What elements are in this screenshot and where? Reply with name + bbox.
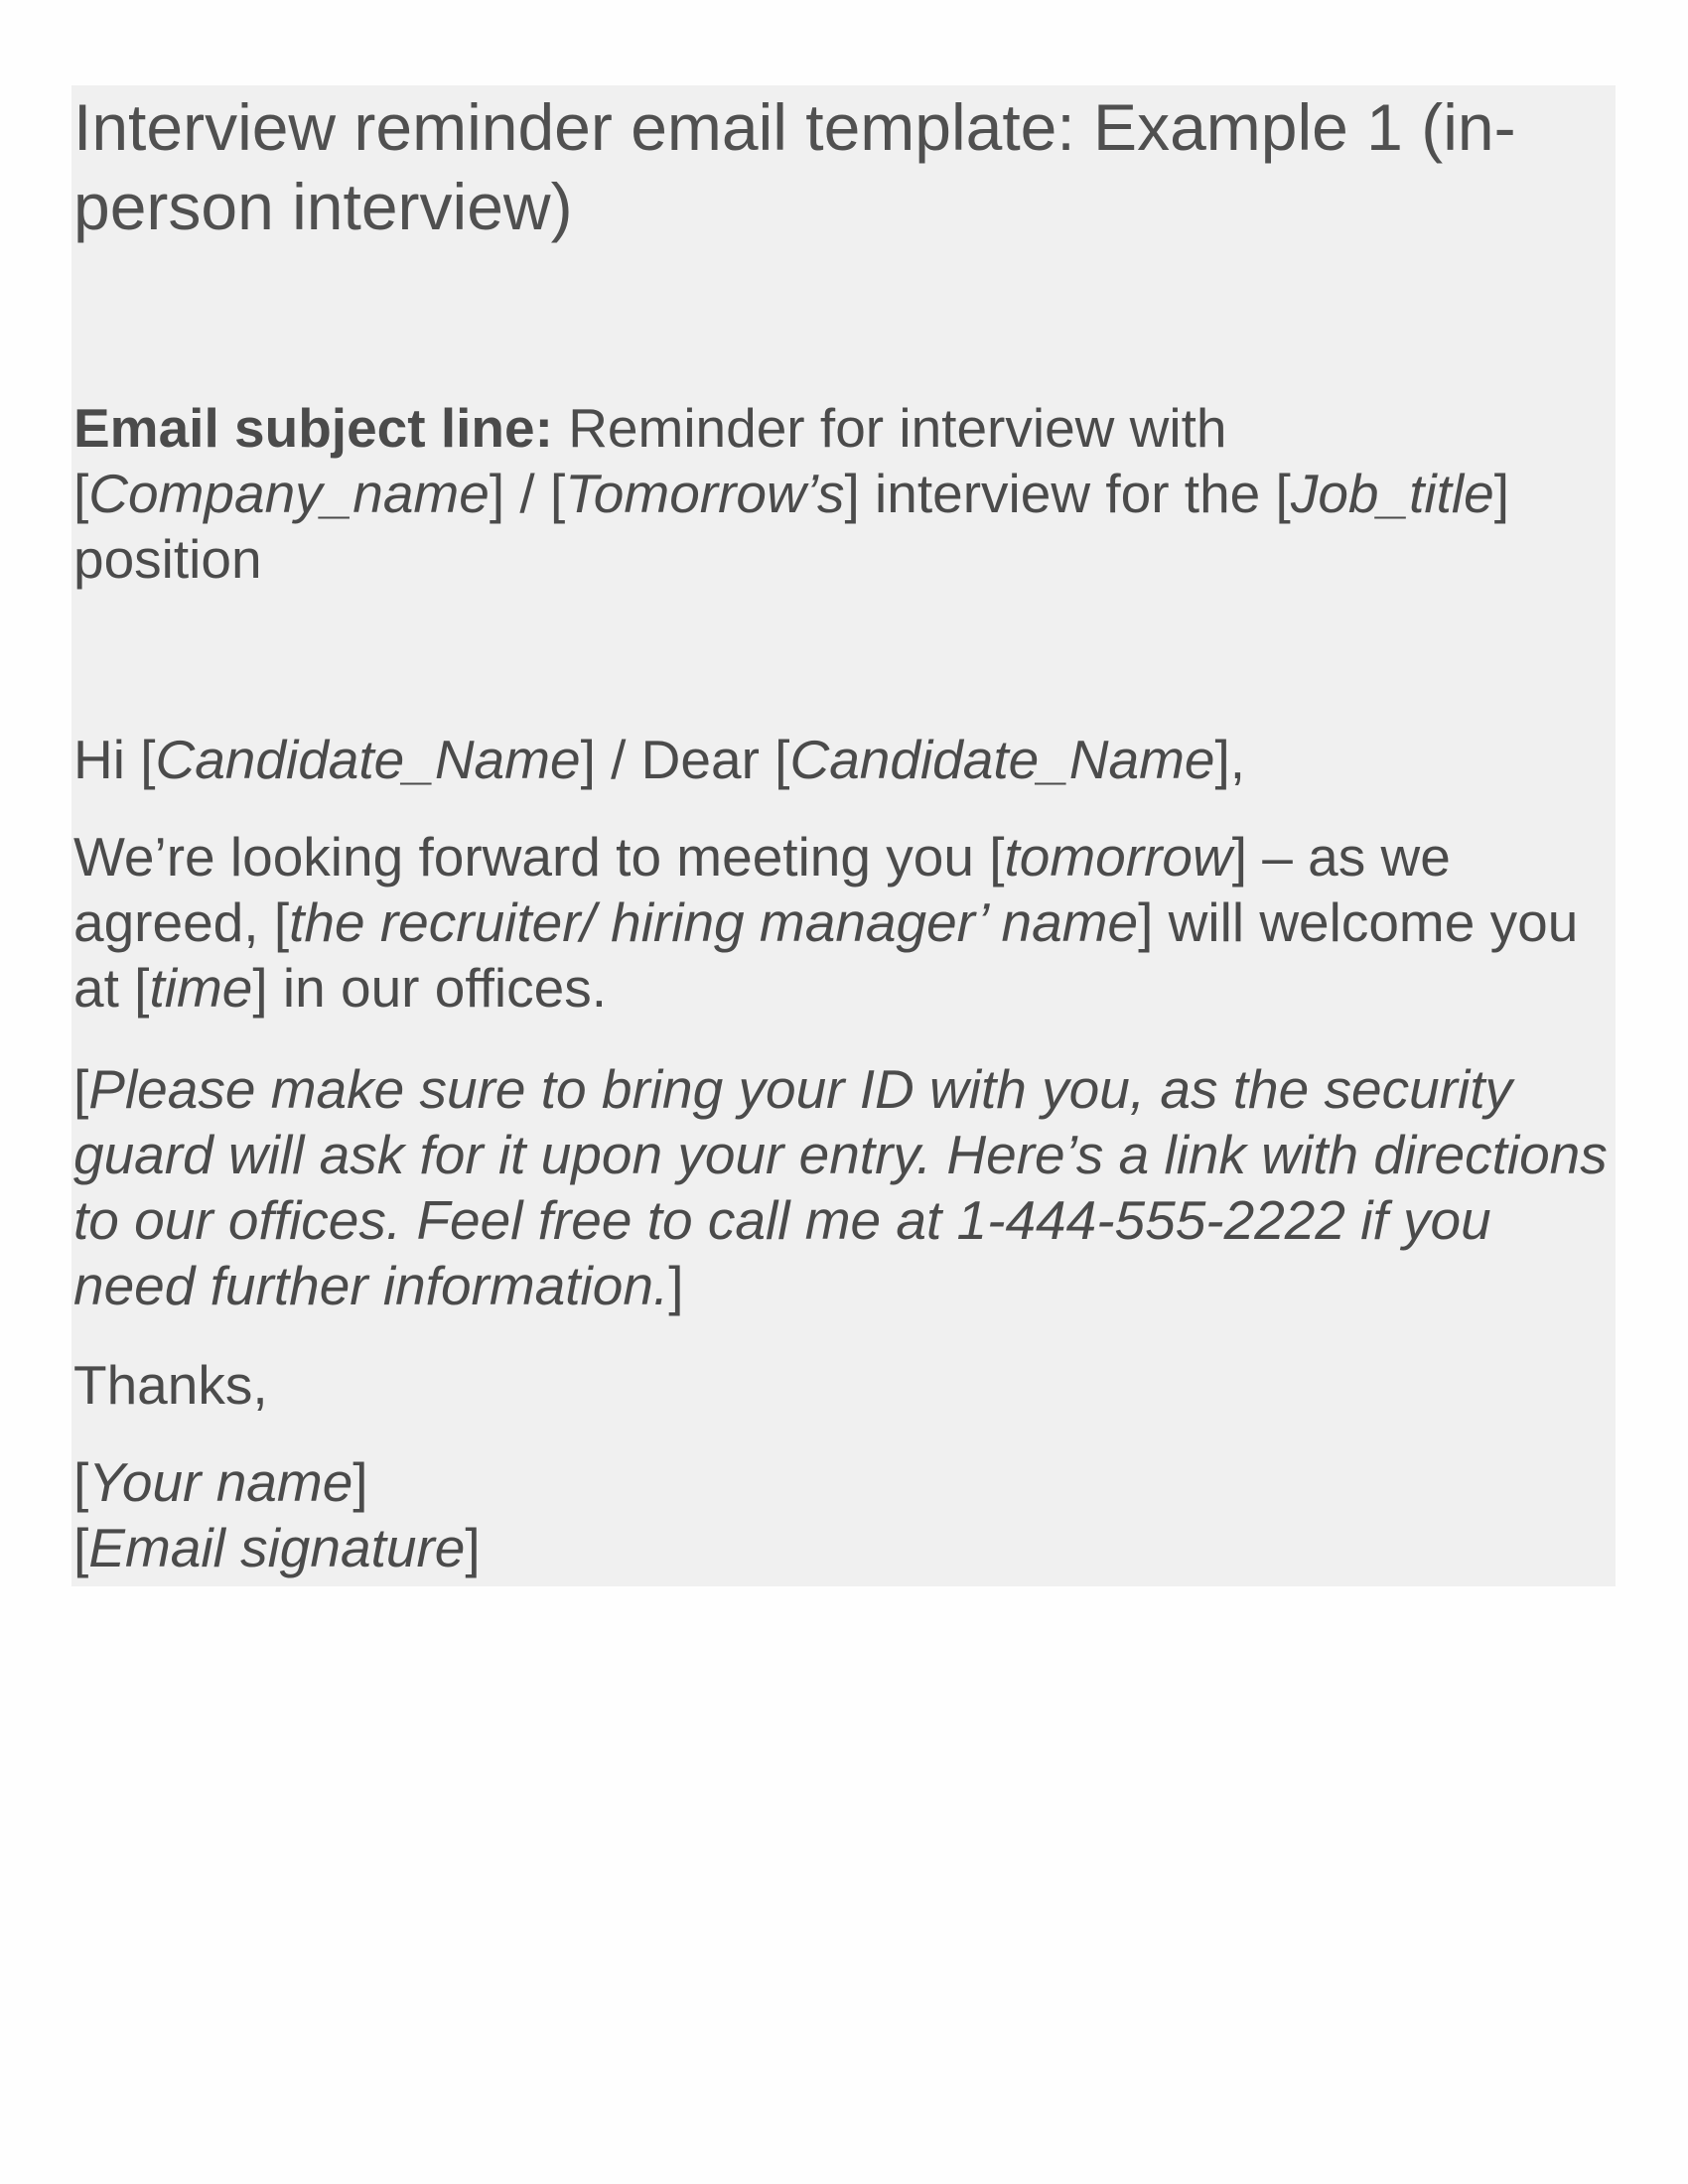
signature-block bbox=[73, 1449, 1622, 1580]
email-subject-line bbox=[73, 395, 1563, 592]
greeting-text: ] / Dear [ bbox=[580, 729, 790, 790]
body-paragraph-meeting bbox=[73, 824, 1622, 1021]
placeholder-your-name: Your name bbox=[88, 1451, 353, 1513]
greeting-text: ], bbox=[1214, 729, 1246, 790]
placeholder-tomorrows: Tomorrow’s bbox=[565, 463, 845, 524]
placeholder-recruiter-name: the recruiter/ hiring manager’ name bbox=[289, 891, 1139, 953]
subject-text: ] / [ bbox=[489, 463, 566, 524]
placeholder-time: time bbox=[149, 957, 253, 1019]
closing: Thanks, bbox=[73, 1354, 268, 1416]
greeting-text: Hi [ bbox=[73, 729, 156, 790]
bracket: ] bbox=[352, 1451, 368, 1513]
body-text: We’re looking forward to meeting you [ bbox=[73, 826, 1005, 887]
body-text: ] will welcome you at [ bbox=[73, 891, 1579, 1019]
placeholder-tomorrow: tomorrow bbox=[1004, 826, 1232, 887]
body-paragraph-instructions bbox=[73, 1056, 1622, 1318]
bracket: [ bbox=[73, 1451, 89, 1513]
placeholder-instructions: Please make sure to bring your ID with you, as the security guard will ask for it upon your entry. Here’s a link with directions to our offices. Feel free to call me at 1-444-555-2222 if you need further information. bbox=[73, 1058, 1608, 1316]
subject-text: Reminder for interview with [ bbox=[73, 397, 1227, 524]
subject-text: ] position bbox=[73, 463, 1509, 590]
placeholder-candidate-name: Candidate_Name bbox=[155, 729, 581, 790]
placeholder-job-title: Job_title bbox=[1290, 463, 1494, 524]
body-text: ] – as we agreed, [ bbox=[73, 826, 1451, 953]
subject-text: ] interview for the [ bbox=[844, 463, 1291, 524]
subject-label: Email subject line: bbox=[73, 397, 553, 459]
greeting bbox=[73, 727, 1622, 792]
body-text: ] in our offices. bbox=[252, 957, 608, 1019]
bracket: [ bbox=[73, 1058, 89, 1120]
bracket: ] bbox=[668, 1255, 684, 1316]
placeholder-email-signature: Email signature bbox=[88, 1517, 466, 1578]
bracket: ] bbox=[465, 1517, 481, 1578]
placeholder-candidate-name: Candidate_Name bbox=[789, 729, 1215, 790]
bracket: [ bbox=[73, 1517, 89, 1578]
page-title: Interview reminder email template: Example 1 (in-person interview) bbox=[73, 90, 1516, 243]
placeholder-company-name: Company_name bbox=[88, 463, 490, 524]
